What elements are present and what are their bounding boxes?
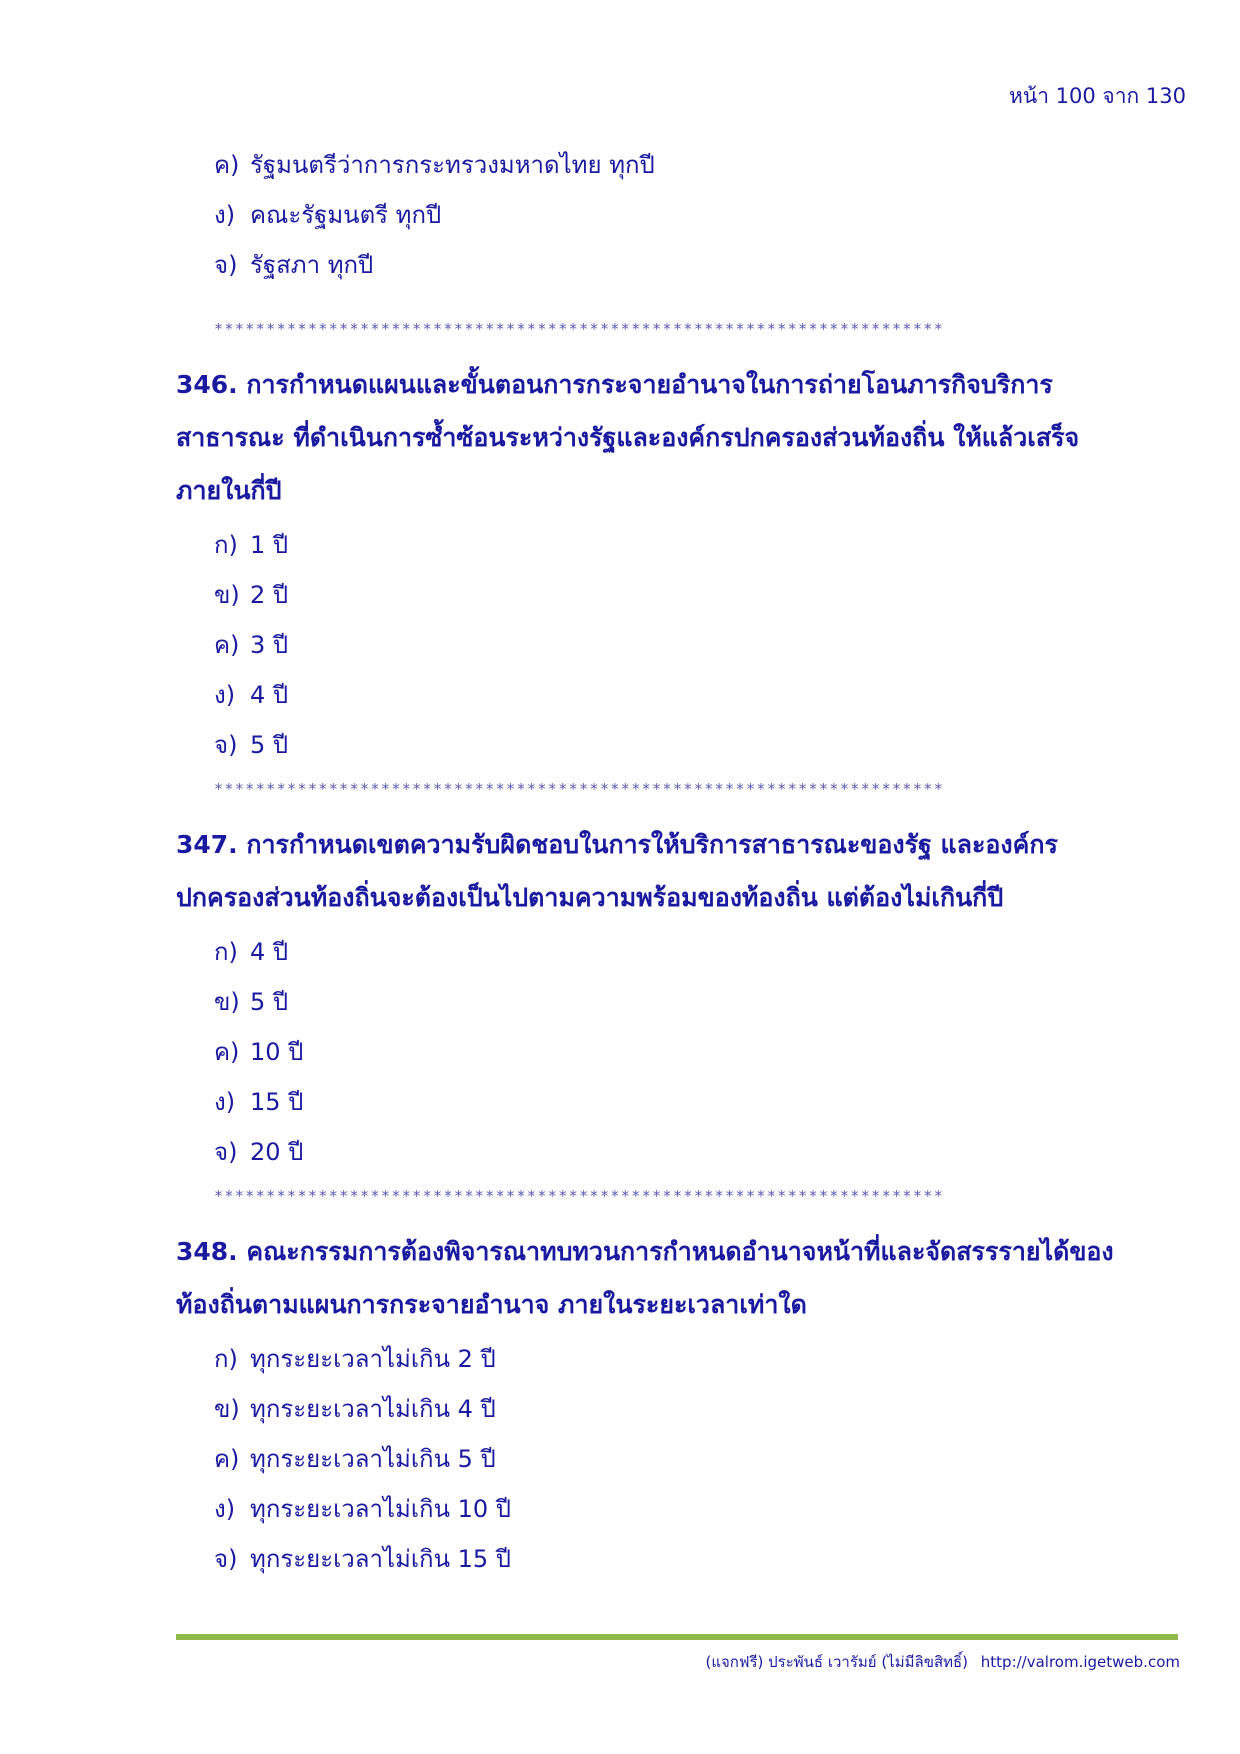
option-letter: ง) [214, 1495, 236, 1523]
option-text: 5 ปี [250, 988, 289, 1016]
option-letter: ก) [214, 938, 238, 966]
option-text: ทุกระยะเวลาไม่เกิน 4 ปี [250, 1395, 496, 1423]
option-text: ทุกระยะเวลาไม่เกิน 5 ปี [250, 1445, 496, 1473]
option-item [214, 1032, 303, 1071]
option-text: 20 ปี [250, 1138, 304, 1166]
option-item [214, 1389, 496, 1428]
footer-text: (แจกฟรี) ประพันธ์ เวารัมย์ (ไม่มีลิขสิทธิ์) [705, 1653, 968, 1671]
option-letter: ข) [214, 581, 240, 609]
option-item [214, 145, 655, 184]
option-letter: ค) [214, 1445, 240, 1473]
option-text: รัฐสภา ทุกปี [250, 251, 374, 279]
option-item [214, 932, 288, 971]
option-letter: จ) [214, 731, 238, 759]
separator-line: ********************************************************************** [214, 1187, 945, 1205]
option-item [214, 575, 288, 614]
question-348-line-2: ท้องถิ่นตามแผนการกระจายอำนาจ ภายในระยะเวลาเท่าใด [176, 1290, 807, 1319]
option-letter: ก) [214, 1345, 238, 1373]
option-letter: จ) [214, 1138, 238, 1166]
question-347-line-2: ปกครองส่วนท้องถิ่นจะต้องเป็นไปตามความพร้อมของท้องถิ่น แต่ต้องไม่เกินกี่ปี [176, 883, 1004, 912]
footer-credit [705, 1650, 1180, 1674]
option-item [214, 725, 288, 764]
option-item [214, 245, 373, 284]
question-348-line-1: 348. คณะกรรมการต้องพิจารณาทบทวนการกำหนดอำนาจหน้าที่และจัดสรรรายได้ของ [176, 1237, 1114, 1266]
question-346-line-1: 346. การกำหนดแผนและขั้นตอนการกระจายอำนาจในการถ่ายโอนภารกิจบริการ [176, 370, 1053, 399]
separator-line: ********************************************************************** [214, 780, 945, 798]
option-text: 10 ปี [250, 1038, 304, 1066]
option-letter: ค) [214, 1038, 240, 1066]
option-text: คณะรัฐมนตรี ทุกปี [250, 201, 442, 229]
page-number-label: หน้า 100 จาก 130 [1009, 84, 1186, 108]
question-346-line-3: ภายในกี่ปี [176, 476, 282, 505]
option-letter: ค) [214, 151, 240, 179]
footer-divider [176, 1634, 1178, 1640]
option-item [214, 1489, 511, 1528]
option-text: 2 ปี [250, 581, 289, 609]
option-text: รัฐมนตรีว่าการกระทรวงมหาดไทย ทุกปี [250, 151, 655, 179]
option-item [214, 675, 288, 714]
question-346-line-2: สาธารณะ ที่ดำเนินการซ้ำซ้อนระหว่างรัฐและองค์กรปกครองส่วนท้องถิ่น ให้แล้วเสร็จ [176, 423, 1080, 452]
option-letter: จ) [214, 251, 238, 279]
option-letter: ง) [214, 681, 236, 709]
option-item [214, 1439, 496, 1478]
option-letter: ข) [214, 1395, 240, 1423]
option-text: ทุกระยะเวลาไม่เกิน 2 ปี [250, 1345, 496, 1373]
option-letter: ง) [214, 201, 236, 229]
option-text: ทุกระยะเวลาไม่เกิน 15 ปี [250, 1545, 512, 1573]
option-item [214, 195, 441, 234]
option-letter: ค) [214, 631, 240, 659]
option-item [214, 625, 288, 664]
option-text: 5 ปี [250, 731, 289, 759]
option-letter: ก) [214, 531, 238, 559]
option-item [214, 1132, 303, 1171]
option-text: 15 ปี [250, 1088, 304, 1116]
footer-url-link[interactable]: http://valrom.igetweb.com [980, 1653, 1180, 1671]
option-item [214, 1082, 303, 1121]
option-text: 3 ปี [250, 631, 289, 659]
option-letter: จ) [214, 1545, 238, 1573]
question-347-line-1: 347. การกำหนดเขตความรับผิดชอบในการให้บริการสาธารณะของรัฐ และองค์กร [176, 830, 1058, 859]
option-item [214, 982, 288, 1021]
option-text: 4 ปี [250, 681, 289, 709]
option-letter: ข) [214, 988, 240, 1016]
separator-line: ********************************************************************** [214, 320, 945, 338]
option-text: 4 ปี [250, 938, 289, 966]
option-item [214, 525, 288, 564]
option-letter: ง) [214, 1088, 236, 1116]
option-item [214, 1539, 511, 1578]
option-item [214, 1339, 496, 1378]
option-text: ทุกระยะเวลาไม่เกิน 10 ปี [250, 1495, 512, 1523]
option-text: 1 ปี [250, 531, 289, 559]
